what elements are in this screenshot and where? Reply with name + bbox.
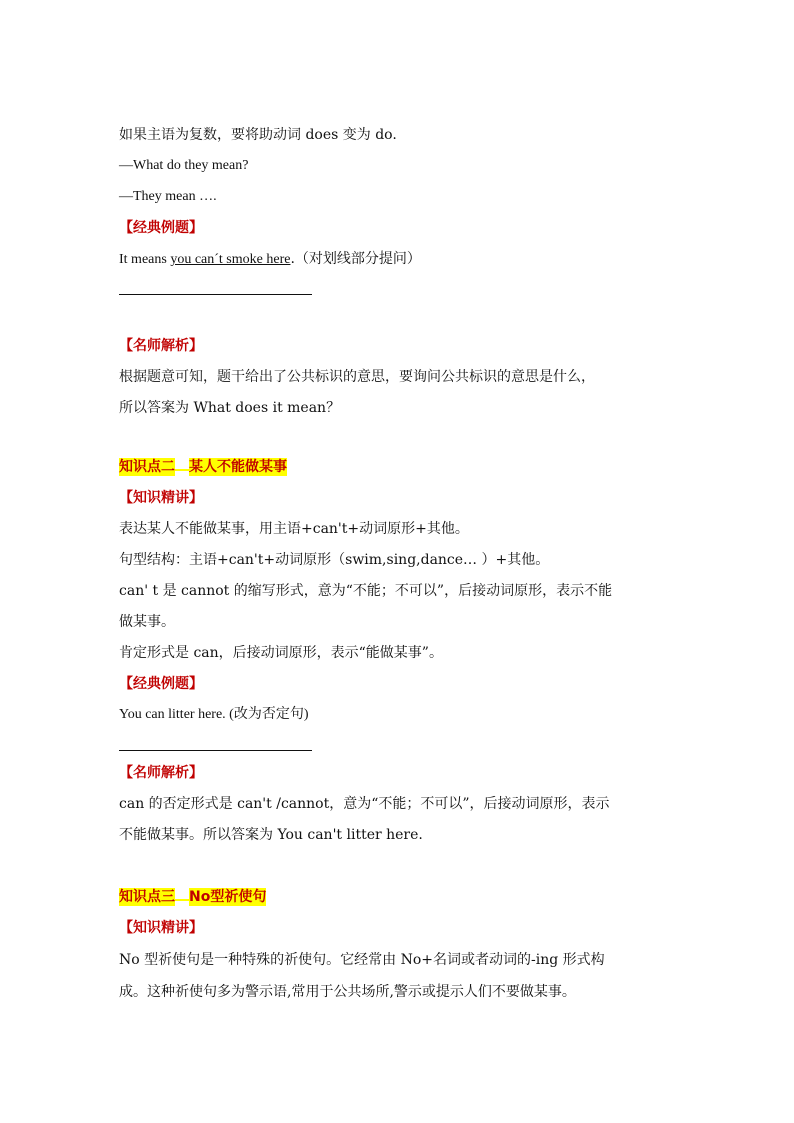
text-line: can' t 是 cannot 的缩写形式，意为“不能；不可以”，后接动词原形，表示不能 bbox=[119, 583, 613, 599]
section-title-no: No bbox=[189, 889, 211, 905]
text-line: 肯定形式是 can，后接动词原形，表示“能做某事”。 bbox=[119, 645, 443, 661]
answer-blank-line bbox=[119, 750, 312, 751]
knowledge-heading: 【知识精讲】 bbox=[119, 490, 203, 506]
text-line: 做某事。 bbox=[119, 614, 175, 630]
example-sentence bbox=[119, 249, 421, 270]
example-heading: 【经典例题】 bbox=[119, 220, 203, 236]
section-heading-3 bbox=[119, 887, 266, 907]
text-line: 根据题意可知，题干给出了公共标识的意思，要询问公共标识的意思是什么， bbox=[119, 369, 595, 385]
text-line: 成。这种祈使句多为警示语,常用于公共场所,警示或提示人们不要做某事。 bbox=[119, 984, 576, 1000]
section-title: 某人不能做某事 bbox=[189, 459, 287, 475]
example-instruction: .（对划线部分提问） bbox=[290, 251, 421, 267]
example-text: It means bbox=[119, 252, 171, 267]
underlined-phrase: you can´t smoke here bbox=[170, 252, 291, 267]
text-line: 所以答案为 What does it mean？ bbox=[119, 400, 341, 416]
text-line: No 型祈使句是一种特殊的祈使句。它经常由 No+名词或者动词的-ing 形式构 bbox=[119, 952, 605, 968]
text-line: 如果主语为复数，要将助动词 does 变为 do. bbox=[119, 127, 397, 143]
section-number: 知识点二 bbox=[119, 459, 175, 475]
example-sentence: You can litter here. (改为否定句) bbox=[119, 707, 309, 722]
section-number: 知识点三 bbox=[119, 889, 175, 905]
example-heading: 【经典例题】 bbox=[119, 676, 203, 692]
text-line: can 的否定形式是 can't /cannot，意为“不能；不可以”，后接动词原形，表示 bbox=[119, 796, 610, 812]
text-line: 句型结构：主语+can't+动词原形（swim,sing,dance… ）+其他。 bbox=[119, 552, 550, 568]
text-line: 不能做某事。所以答案为 You can't litter here. bbox=[119, 827, 423, 843]
dialog-answer: —They mean …. bbox=[119, 189, 217, 204]
text-line: 表达某人不能做某事，用主语+can't+动词原形+其他。 bbox=[119, 521, 469, 537]
section-title: 型祈使句 bbox=[210, 889, 267, 905]
section-heading-2 bbox=[119, 457, 287, 477]
analysis-heading: 【名师解析】 bbox=[119, 765, 203, 781]
answer-blank-line bbox=[119, 294, 312, 295]
dialog-question: —What do they mean? bbox=[119, 158, 249, 173]
analysis-heading: 【名师解析】 bbox=[119, 338, 203, 354]
knowledge-heading: 【知识精讲】 bbox=[119, 920, 203, 936]
